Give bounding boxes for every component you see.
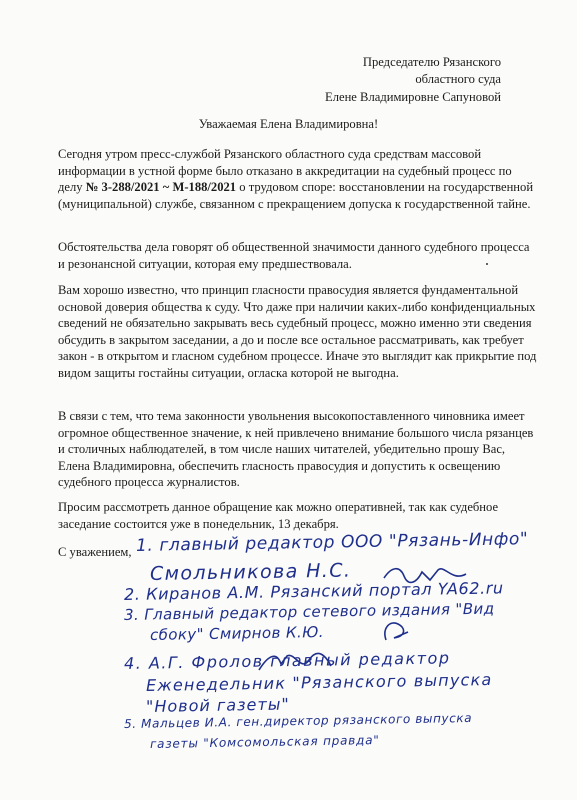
addressee-block — [325, 54, 501, 106]
signature-line: газеты "Комсомольская правда" — [149, 732, 380, 751]
case-number: № 3-288/2021 ~ М-188/2021 — [85, 180, 237, 195]
paragraph-refusal — [58, 146, 538, 212]
ink-dot — [486, 263, 488, 265]
paragraph-text: Сегодня утром пресс-службой Рязанского областного суда средствам массовой информации в устной форме было отказано в аккредитации на судебный процесс по делу — [58, 147, 512, 195]
paragraph-request: В связи с тем, что тема законности увольнения высокопоставленного чиновника имеет огромное общественное значение, к ней привлечено внимание большого числа рязанцев и столичных наблюдателей, в том числе наших читателей, убедительно прошу Вас, Елена Владимировна, обеспечить гласность правосудия и допустить к освещению судебного процесса журналистов. — [58, 409, 534, 490]
closing: С уважением, — [58, 545, 132, 559]
signature-line: Еженедельник "Рязанского выпуска — [145, 669, 493, 695]
signature-scrawl — [380, 618, 410, 644]
signature-line: Смольникова Н.С. — [149, 559, 352, 585]
paragraph-text: о трудовом споре: восстановлении на государственной (муниципальной) службе, связанном с прекращением допуска к государственной тайне. — [58, 180, 534, 211]
paragraph-publicity: Вам хорошо известно, что принцип гласности правосудия является фундаментальной основой доверия общества к суду. Что даже при наличии каких-либо конфиденциальных сведений не обязательно закрывать весь судебный процесс, можно именно эти сведения обсудить в закрытом заседании, а до и после все остальное рассматривать, как требует закон - в открытом и гласном судебном процессе. Иначе это выглядит как прикрытие под видом защиты гостайны ситуации, огласка которой не выгодна. — [58, 283, 537, 380]
signature-line: "Новой газеты" — [145, 694, 290, 716]
signature-line: 3. Главный редактор сетевого издания "Вид — [123, 599, 495, 624]
signature-line: 2. Киранов А.М. Рязанский портал YA62.ru — [123, 578, 504, 604]
addressee-line: Елене Владимировне Сапуновой — [325, 89, 501, 104]
signature-line: 5. Мальцев И.А. ген.директор рязанского выпуска — [123, 710, 473, 731]
paragraph-urgency: Просим рассмотреть данное обращение как можно оперативней, так как судебное заседание состоится уже в понедельник, 13 декабря. — [58, 500, 499, 531]
addressee-line: областного суда — [415, 72, 501, 87]
addressee-line: Председателю Рязанского — [362, 55, 501, 69]
signature-line: 1. главный редактор ООО "Рязань-Инфо" — [135, 529, 529, 556]
paragraph-significance: Обстоятельства дела говорят об общественной значимости данного судебного процесса и резонансной ситуации, которая ему предшествовала. — [58, 240, 530, 271]
signature-line: 4. А.Г. Фролов главный редактор — [123, 648, 451, 673]
salutation: Уважаемая Елена Владимировна! — [198, 117, 379, 131]
signature-line: сбоку" Смирнов К.Ю. — [149, 622, 325, 644]
